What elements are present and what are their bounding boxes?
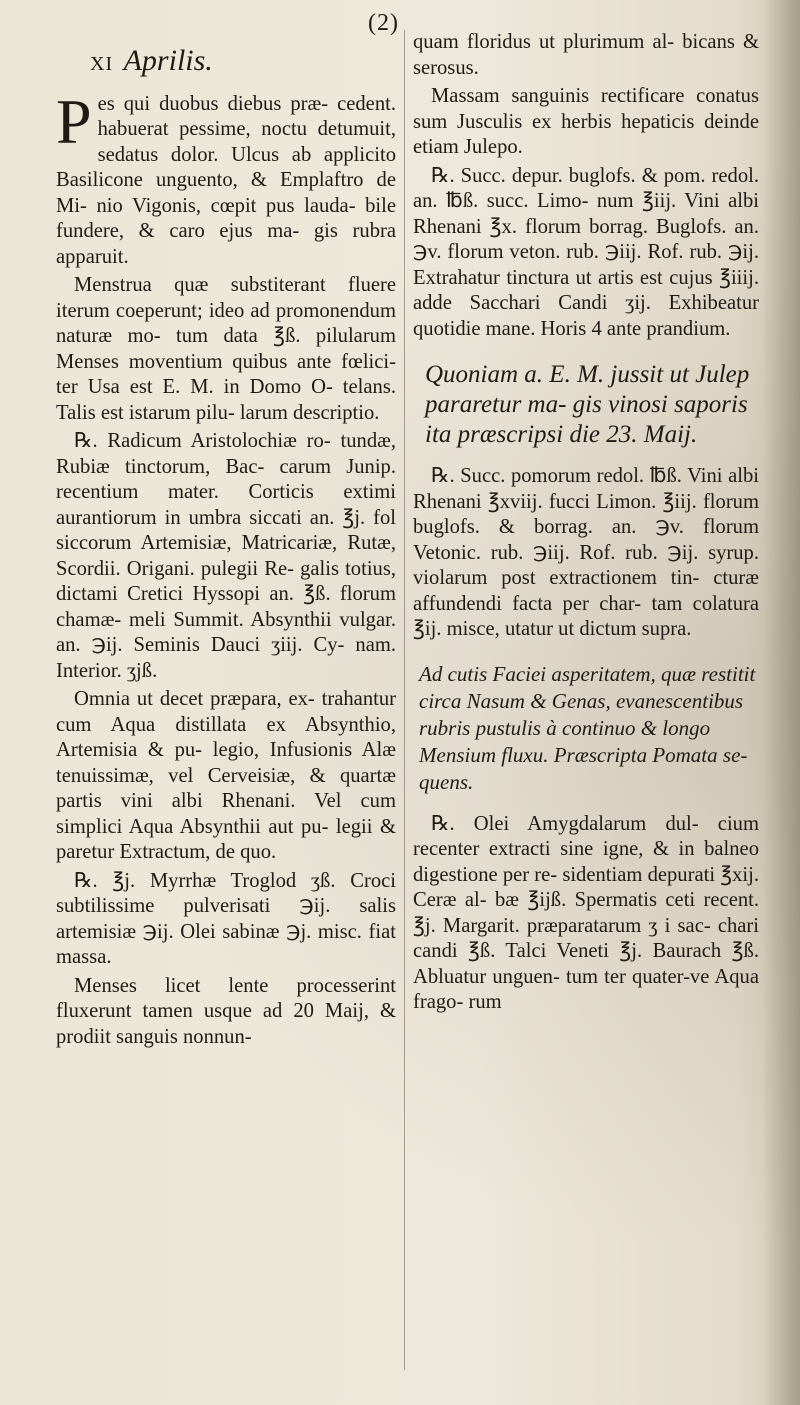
paragraph-julep: Massam sanguinis rectificare conatus sum Jusculis ex herbis hepaticis deinde etiam Julepo. xyxy=(413,85,759,158)
paragraph-menses: Menses licet lente processerint fluxerunt tamen usque ad 20 Maij, & prodiit sanguis nonnun- xyxy=(56,974,396,1048)
page-edge-shadow xyxy=(762,0,800,1405)
right-column xyxy=(413,30,759,1016)
paragraph-opening-text: es qui duobus diebus præ- cedent. habuerat pessime, noctu detumuit, sedatus dolor. Ulcus ab applicito Basilicone unguento, & Emplaftro de Mi- nio Vigonis, cœpit pus lauda- bile fundere, & caro ejus ma- gis rubra apparuit. xyxy=(56,92,396,268)
heading-cutis-faciei: Ad cutis Faciei asperitatem, quæ restitit circa Nasum & Genas, evanescentibus rubris pustulis à continuo & longo Mensium fluxu. Præscripta Pomata se- quens. xyxy=(419,661,756,794)
recipe-julep: ℞. Succ. depur. buglofs. & pom. redol. an. ℔ß. succ. Limo- num ℥iij. Vini albi Rhenani ℥x. florum borrag. Buglofs. an. ℈v. florum veton. rub. ℈iij. Rof. rub. ℈ij. Extrahatur tinctura ut artis est cujus ℥iiij. adde Sacchari Candi ʒij. Exhibeatur quotidie mane. Horis 4 ante prandium. xyxy=(413,164,759,340)
recipe-pomata: ℞. Olei Amygdalarum dul- cium recenter extracti sine igne, & in balneo digestione per re- sidentiam depurati ℥xij. Ceræ al- bæ ℥ijß. Spermatis ceti recent. ℥j. Margarit. præparatarum ʒ i sac- chari candi ℥ß. Talci Veneti ℥j. Baurach ℥ß. Abluatur unguen- tum ter quater-ve Aqua frago- rum xyxy=(413,812,759,1013)
recipe-pomorum: ℞. Succ. pomorum redol. ℔ß. Vini albi Rhenani ℥xviij. fucci Limon. ℥iij. florum buglofs. & borrag. an. ℈v. florum Vetonic. rub. ℈iij. Rof. rub. ℈ij. syrup. violarum post extractionem tin- cturæ affundendi facta per char- tam colatura ℥ij. misce, utatur ut dictum supra. xyxy=(413,465,759,640)
date-day: XI xyxy=(90,53,114,75)
heading-quoniam: Quoniam a. E. M. jussit ut Julep pararetur ma- gis vinosi saporis ita præscripsi die 23. Maij. xyxy=(425,361,750,448)
drop-cap: P xyxy=(56,85,92,157)
left-column xyxy=(56,30,396,1050)
paragraph-preparation: Omnia ut decet præpara, ex- trahantur cum Aqua distillata ex Absynthio, Artemisia & pu- legio, Infusionis Alæ tenuissimæ, vel Cerveisiæ, & quartæ partis vini albi Rhenani. Vel cum simplici Aqua Absynthii aut pu- legii & paretur Extractum, de quo. xyxy=(56,688,396,863)
paragraph-opening xyxy=(56,85,396,271)
paragraph-menstrua: Menstrua quæ substiterant fluere iterum coeperunt; ideo ad promonendum naturæ mo- tum data ℥ß. pilularum Menses moventium quibus ante fœlici- ter Usa est E. M. in Domo O- telans. Talis est istarum pilu- larum descriptio. xyxy=(56,274,396,424)
date-month: Aprilis. xyxy=(123,44,213,77)
recipe-pills: ℞. Radicum Aristolochiæ ro- tundæ, Rubiæ tinctorum, Bac- carum Junip. recentium mater. Corticis extimi aurantiorum in umbra siccati an. ℥j. fol siccorum Artemisiæ, Matricariæ, Rutæ, Scordii. Origani. pulegii Re- galis totius, dictami Cretici Hyssopi an. ℥ß. florum chamæ- meli Summit. Absynthii vulgar. an. ℈ij. Seminis Dauci ʒiij. Cy- nam. Interior. ʒjß. xyxy=(56,430,396,682)
paragraph-continuation: quam floridus ut plurimum al- bicans & serosus. xyxy=(413,31,759,79)
recipe-myrrh: ℞. ℥j. Myrrhæ Troglod ʒß. Croci subtilissime pulverisati ℈ij. salis artemisiæ ℈ij. Olei sabinæ ℈j. misc. fiat massa. xyxy=(56,869,396,968)
date-heading xyxy=(56,44,396,78)
page-number: (2) xyxy=(368,10,399,36)
column-divider xyxy=(404,30,405,1370)
